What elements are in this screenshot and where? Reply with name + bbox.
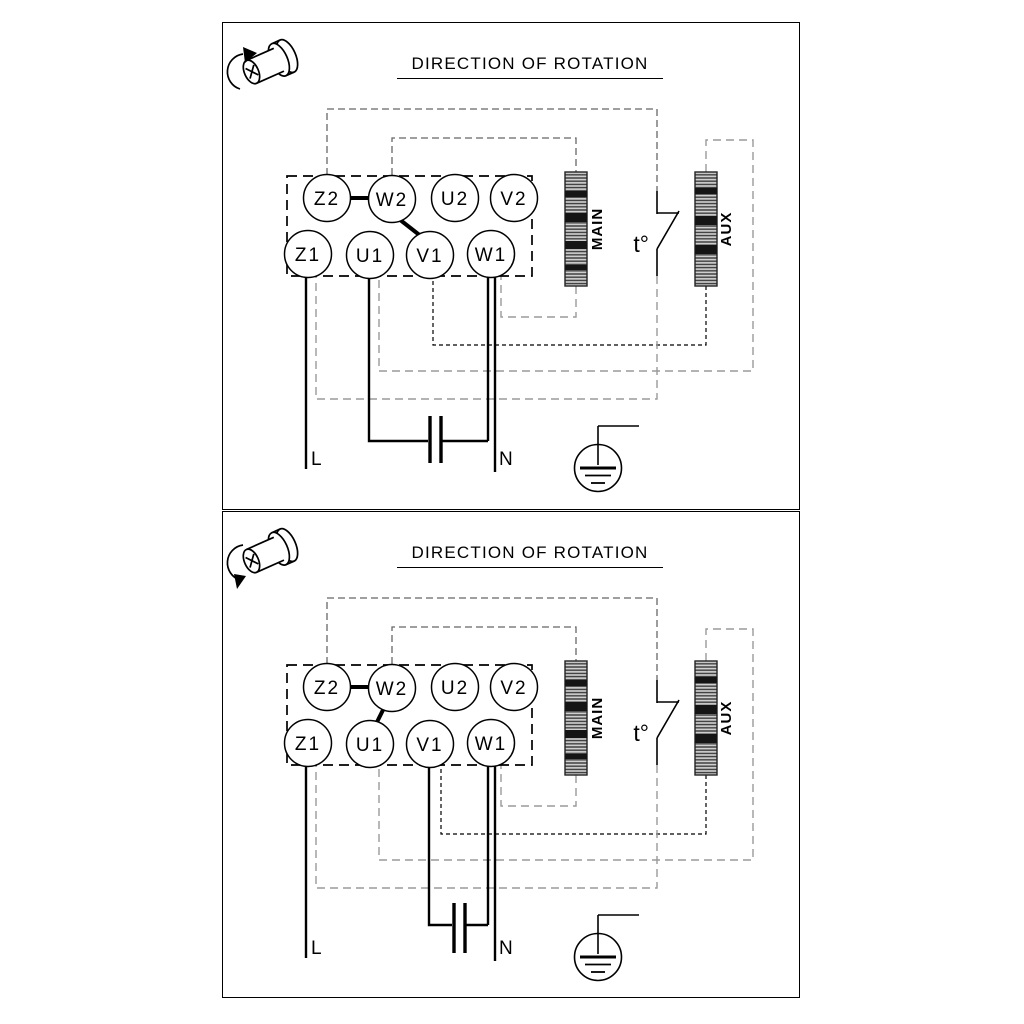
terminal-w2	[369, 665, 416, 712]
wiring-route-thermal-z1	[316, 276, 657, 399]
rotation-arrow-head	[234, 574, 246, 589]
rotation-arrow-arc	[227, 54, 243, 89]
motor-rotation-icon	[227, 37, 302, 91]
motor-rotation-icon	[227, 526, 302, 589]
terminal-v1-label: V1	[416, 246, 444, 267]
wiring-route-w2-main-top	[392, 627, 576, 664]
wire-v1-to-capacitor	[429, 766, 452, 925]
earth-ground-symbol	[575, 915, 640, 981]
terminal-w1	[468, 231, 515, 278]
panel-rotation-2	[222, 511, 800, 998]
terminal-z1	[285, 231, 332, 278]
wiring-diagram-1	[223, 23, 798, 508]
terminal-u1-label: U1	[355, 246, 385, 267]
page-title: DIRECTION OF ROTATION	[397, 543, 663, 568]
thermal-switch	[633, 680, 679, 765]
terminal-z1-label: Z1	[294, 245, 322, 266]
main-winding-label: MAIN	[589, 696, 606, 740]
terminal-u2	[432, 175, 479, 222]
capacitor	[430, 416, 441, 463]
wiring-route-z2-thermal	[327, 598, 657, 680]
terminal-u1-label: U1	[355, 735, 385, 756]
terminal-w1-label: W1	[474, 245, 508, 266]
terminal-w2-label: W2	[375, 190, 409, 211]
line-terminal-label: L	[311, 449, 322, 470]
thermal-switch	[633, 191, 679, 276]
wiring-route-w2-main-top	[392, 138, 576, 175]
panel-rotation-1	[222, 22, 800, 510]
terminal-u1	[347, 232, 394, 279]
terminal-v1-label: V1	[416, 735, 444, 756]
wiring-route-z2-thermal	[327, 109, 657, 191]
terminal-z2	[304, 175, 351, 222]
line-terminal-label: L	[311, 938, 322, 959]
main-winding	[565, 172, 606, 286]
capacitor	[454, 903, 465, 953]
terminal-v2-label: V2	[500, 189, 528, 210]
aux-winding	[695, 661, 735, 775]
terminal-w2	[369, 176, 416, 223]
terminal-u2-label: U2	[440, 678, 470, 699]
terminal-v1	[407, 721, 454, 768]
terminal-v2-label: V2	[500, 678, 528, 699]
terminal-u2	[432, 664, 479, 711]
terminal-v1	[407, 232, 454, 279]
terminal-z2-label: Z2	[313, 678, 341, 699]
neutral-terminal-label: N	[499, 449, 513, 470]
terminal-z1	[285, 720, 332, 767]
thermal-switch-label: t°	[633, 231, 649, 257]
wiring-diagram-2	[223, 512, 798, 997]
wire-u1-to-capacitor	[369, 277, 428, 441]
neutral-terminal-label: N	[499, 938, 513, 959]
aux-winding-label: AUX	[718, 700, 735, 736]
terminal-z2-label: Z2	[313, 189, 341, 210]
terminal-v2	[491, 664, 538, 711]
terminal-z1-label: Z1	[294, 734, 322, 755]
aux-winding	[695, 172, 735, 286]
page-title: DIRECTION OF ROTATION	[397, 54, 663, 79]
terminal-w1-label: W1	[474, 734, 508, 755]
terminal-z2	[304, 664, 351, 711]
terminal-w2-label: W2	[375, 679, 409, 700]
earth-ground-symbol	[575, 426, 640, 492]
main-winding-label: MAIN	[589, 207, 606, 251]
terminal-v2	[491, 175, 538, 222]
terminal-u2-label: U2	[440, 189, 470, 210]
terminal-w1	[468, 720, 515, 767]
aux-winding-label: AUX	[718, 211, 735, 247]
wiring-route-thermal-z1	[316, 765, 657, 888]
thermal-switch-label: t°	[633, 720, 649, 746]
main-winding	[565, 661, 606, 775]
terminal-u1	[347, 721, 394, 768]
